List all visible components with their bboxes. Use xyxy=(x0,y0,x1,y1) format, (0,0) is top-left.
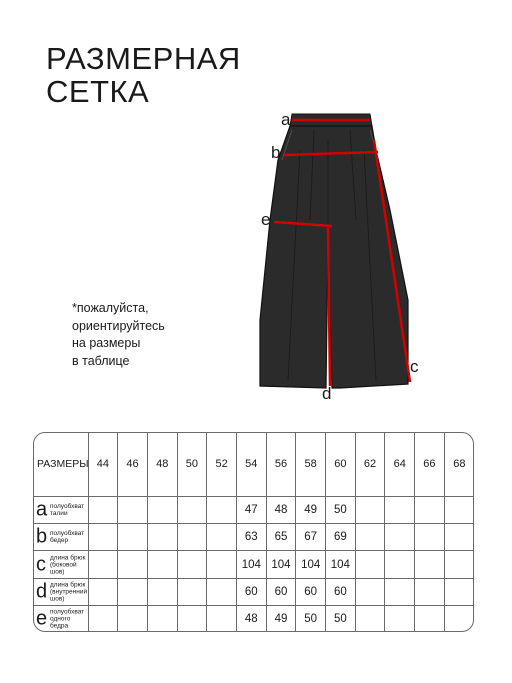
row-letter: a xyxy=(36,498,48,521)
size-note xyxy=(72,300,165,370)
table-cell: 60 xyxy=(266,578,296,605)
table-cell xyxy=(147,496,177,523)
table-cell xyxy=(177,606,207,632)
size-header-cell: 56 xyxy=(266,432,296,496)
table-row xyxy=(33,496,474,523)
table-cell: 67 xyxy=(296,524,326,551)
title-line-1: РАЗМЕРНАЯ xyxy=(46,41,241,76)
table-cell xyxy=(385,551,415,578)
size-header-cell: 54 xyxy=(236,432,266,496)
table-row xyxy=(33,551,474,578)
table-cell xyxy=(444,496,474,523)
table-cell xyxy=(88,496,118,523)
table-cell: 104 xyxy=(326,551,356,578)
row-description: полуобхват бедер xyxy=(50,530,85,545)
table-cell: 60 xyxy=(296,578,326,605)
table-cell xyxy=(118,578,148,605)
table-cell xyxy=(355,524,385,551)
table-cell: 104 xyxy=(236,551,266,578)
table-cell xyxy=(444,524,474,551)
diagram-label-e: e xyxy=(261,210,271,229)
table-cell xyxy=(207,551,237,578)
size-header-row xyxy=(33,432,474,496)
table-cell xyxy=(118,606,148,632)
table-cell: 47 xyxy=(236,496,266,523)
table-cell: 60 xyxy=(326,578,356,605)
table-cell xyxy=(415,524,445,551)
table-cell xyxy=(118,496,148,523)
table-row xyxy=(33,578,474,605)
diagram-label-d: d xyxy=(322,384,332,403)
table-cell xyxy=(385,606,415,632)
table-cell: 49 xyxy=(296,496,326,523)
row-letter: b xyxy=(36,525,48,548)
note-line: ориентируйтесь xyxy=(72,318,165,333)
row-letter: d xyxy=(36,580,48,603)
table-cell: 50 xyxy=(326,496,356,523)
table-cell xyxy=(177,551,207,578)
table-cell: 50 xyxy=(326,606,356,632)
size-header-label: РАЗМЕРЫ xyxy=(33,432,88,496)
table-cell: 63 xyxy=(236,524,266,551)
table-cell: 60 xyxy=(236,578,266,605)
table-cell xyxy=(385,496,415,523)
table-cell xyxy=(444,606,474,632)
row-header xyxy=(33,524,88,551)
table-cell xyxy=(177,524,207,551)
table-cell xyxy=(147,551,177,578)
table-cell xyxy=(147,606,177,632)
table-cell xyxy=(147,578,177,605)
table-row xyxy=(33,524,474,551)
table-cell: 49 xyxy=(266,606,296,632)
size-header-cell: 46 xyxy=(118,432,148,496)
table-cell xyxy=(207,606,237,632)
size-header-cell: 48 xyxy=(147,432,177,496)
table-cell xyxy=(444,551,474,578)
row-header xyxy=(33,496,88,523)
table-cell: 50 xyxy=(296,606,326,632)
table-cell xyxy=(415,606,445,632)
table-cell xyxy=(415,496,445,523)
table-cell xyxy=(88,606,118,632)
table-cell xyxy=(88,578,118,605)
table-cell xyxy=(207,524,237,551)
table-cell xyxy=(385,524,415,551)
size-header-cell: 62 xyxy=(355,432,385,496)
size-header-cell: 64 xyxy=(385,432,415,496)
row-description: полуобхват талии xyxy=(50,502,85,517)
table-cell xyxy=(355,578,385,605)
row-description: полуобхват одного бедра xyxy=(50,608,85,630)
table-row xyxy=(33,606,474,632)
row-header xyxy=(33,578,88,605)
table-cell: 104 xyxy=(296,551,326,578)
table-cell: 48 xyxy=(266,496,296,523)
table-cell xyxy=(355,551,385,578)
table-cell xyxy=(207,496,237,523)
size-header-cell: 52 xyxy=(207,432,237,496)
table-cell xyxy=(118,551,148,578)
table-cell: 48 xyxy=(236,606,266,632)
table-cell xyxy=(355,496,385,523)
size-header-cell: 66 xyxy=(415,432,445,496)
size-header-cell: 58 xyxy=(296,432,326,496)
table-cell xyxy=(444,578,474,605)
diagram-label-b: b xyxy=(271,143,281,162)
table-cell xyxy=(355,606,385,632)
table-cell: 69 xyxy=(326,524,356,551)
row-letter: e xyxy=(36,607,48,630)
row-letter: c xyxy=(36,553,46,576)
row-description: длина брюк (боковой шов) xyxy=(50,554,86,576)
table-cell xyxy=(415,578,445,605)
note-line: на размеры xyxy=(72,336,141,350)
diagram-label-a: a xyxy=(281,110,291,129)
size-header-cell: 44 xyxy=(88,432,118,496)
trousers-body xyxy=(260,126,408,388)
diagram-label-c: c xyxy=(410,357,419,376)
size-table xyxy=(33,432,474,632)
table-cell xyxy=(177,578,207,605)
page-title xyxy=(46,42,241,108)
row-description: длина брюк (внутренний шов) xyxy=(50,581,88,603)
row-header xyxy=(33,551,88,578)
table-cell: 65 xyxy=(266,524,296,551)
note-line: в таблице xyxy=(72,353,130,368)
table-cell xyxy=(147,524,177,551)
title-line-2: СЕТКА xyxy=(46,74,150,109)
note-line: *пожалуйста, xyxy=(72,301,149,315)
table-cell: 104 xyxy=(266,551,296,578)
table-cell xyxy=(118,524,148,551)
row-header xyxy=(33,606,88,632)
table-cell xyxy=(88,551,118,578)
table-cell xyxy=(88,524,118,551)
size-header-cell: 60 xyxy=(326,432,356,496)
table-cell xyxy=(177,496,207,523)
table-cell xyxy=(207,578,237,605)
table-cell xyxy=(415,551,445,578)
size-header-cell: 68 xyxy=(444,432,474,496)
size-header-cell: 50 xyxy=(177,432,207,496)
table-cell xyxy=(385,578,415,605)
